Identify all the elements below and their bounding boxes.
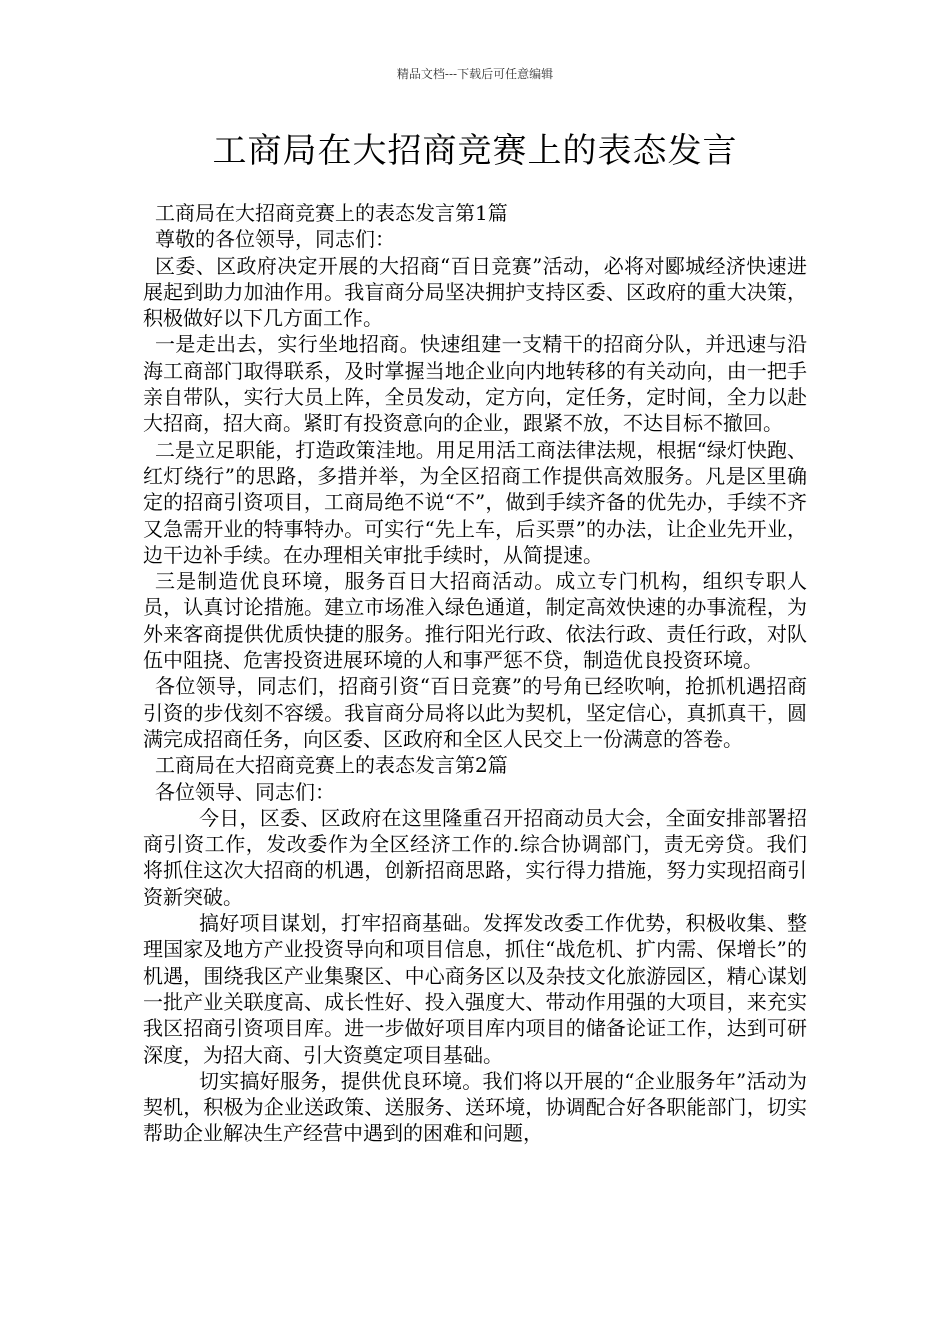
paragraph: 搞好项目谋划，打牢招商基础。发挥发改委工作优势，积极收集、整理国家及地方产业投资导向和项目信息，抓住“战危机、扩内需、保增长”的机遇，围绕我区产业集聚区、中心商务区以及杂技文化旅游园区，精心谋划一批产业关联度高、成长性好、投入强度大、带动作用强的大项目，来充实我区招商引资项目库。进一步做好项目库内项目的储备论证工作，达到可研深度，为招大商、引大资奠定项目基础。 — [143, 911, 807, 1067]
header-note: 精品文档---下载后可任意编辑 — [396, 67, 554, 81]
paragraph: 切实搞好服务，提供优良环境。我们将以开展的“企业服务年”活动为契机，积极为企业送政策、送服务、送环境，协调配合好各职能部门，切实帮助企业解决生产经营中遇到的困难和问题， — [143, 1068, 807, 1146]
paragraph: 一是走出去，实行坐地招商。快速组建一支精干的招商分队，并迅速与沿海工商部门取得联系，及时掌握当地企业向内地转移的有关动向，由一把手亲自带队，实行大员上阵，全员发动，定方向，定任务，定时间，全力以赴大招商，招大商。紧盯有投资意向的企业，跟紧不放，不达目标不撤回。 — [143, 332, 807, 436]
document-body — [143, 200, 807, 1147]
document-title: 工商局在大招商竞赛上的表态发言 — [212, 131, 738, 171]
paragraph: 今日，区委、区政府在这里隆重召开招商动员大会，全面安排部署招商引资工作，发改委作为全区经济工作的.综合协调部门，责无旁贷。我们将抓住这次大招商的机遇，创新招商思路，实行得力措施，努力实现招商引资新突破。 — [143, 805, 807, 909]
section-heading-1: 工商局在大招商竞赛上的表态发言第1篇 — [155, 201, 508, 225]
salutation-2: 各位领导、同志们： — [155, 779, 335, 804]
section-heading-2: 工商局在大招商竞赛上的表态发言第2篇 — [155, 753, 508, 778]
salutation-1: 尊敬的各位领导，同志们： — [155, 227, 395, 252]
paragraph: 各位领导，同志们，招商引资“百日竞赛”的号角已经吹响，抢抓机遇招商引资的步伐刻不容缓。我盲商分局将以此为契机，坚定信心，真抓真干，圆满完成招商任务，向区委、区政府和全区人民交上一份满意的答卷。 — [143, 674, 807, 751]
paragraph: 二是立足职能，打造政策洼地。用足用活工商法律法规，根据“绿灯快跑、红灯绕行”的思路，多措并举，为全区招商工作提供高效服务。凡是区里确定的招商引资项目，工商局绝不说“不”，做到手续齐备的优先办，手续不齐又急需开业的特事特办。可实行“先上车，后买票”的办法，让企业先开业，边干边补手续。在办理相关审批手续时，从简提速。 — [143, 437, 807, 567]
paragraph: 三是制造优良环境，服务百日大招商活动。成立专门机构，组织专职人员，认真讨论措施。建立市场准入绿色通道，制定高效快速的办事流程，为外来客商提供优质快捷的服务。推行阳光行政、依法行政、责任行政，对队伍中阻挠、危害投资进展环境的人和事严惩不贷，制造优良投资环境。 — [143, 569, 807, 673]
paragraph: 区委、区政府决定开展的大招商“百日竞赛”活动，必将对郾城经济快速进展起到助力加油作用。我盲商分局坚决拥护支持区委、区政府的重大决策，积极做好以下几方面工作。 — [143, 253, 807, 331]
